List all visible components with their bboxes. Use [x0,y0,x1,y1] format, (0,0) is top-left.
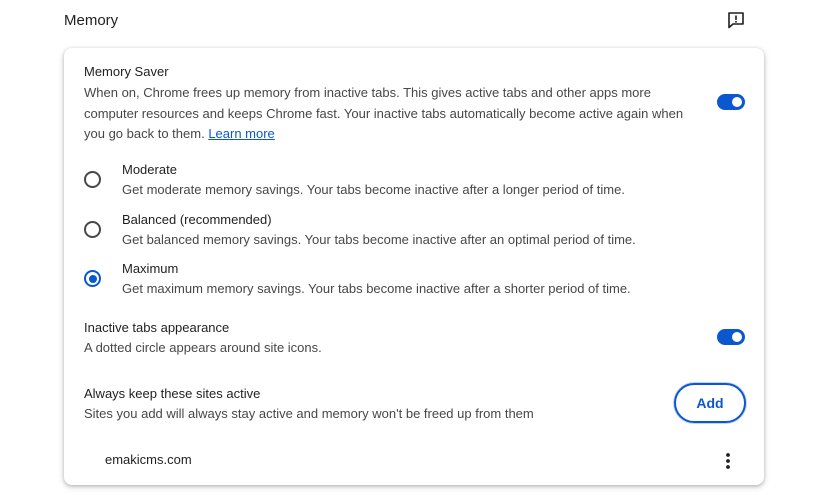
toggle-knob [732,332,742,342]
memory-saver-description-text: When on, Chrome frees up memory from inactive tabs. This gives active tabs and other apps more computer resources and keeps Chrome fast. Your inactive tabs automatically become active again when you go back to them. [84,85,684,141]
option-description: Get balanced memory savings. Your tabs become inactive after an optimal period of time. [122,232,636,247]
radio-option-moderate[interactable] [84,158,724,202]
memory-card [64,48,764,485]
radio-option-balanced[interactable] [84,208,724,252]
always-active-description: Sites you add will always stay active and memory won't be freed up from them [84,406,534,421]
memory-saver-description [84,83,699,145]
radio-button-balanced[interactable] [84,221,101,238]
option-description: Get moderate memory savings. Your tabs become inactive after a longer period of time. [122,182,625,197]
radio-button-moderate[interactable] [84,171,101,188]
site-list-item [64,448,764,476]
memory-saver-toggle[interactable] [717,94,745,110]
learn-more-link[interactable]: Learn more [208,126,275,141]
inactive-tabs-title: Inactive tabs appearance [84,320,230,335]
inactive-tabs-row [84,318,684,359]
option-label: Balanced (recommended) [122,212,272,227]
option-label: Maximum [122,261,179,276]
feedback-icon[interactable] [726,10,746,30]
site-name: emakicms.com [105,452,192,467]
section-title: Memory [64,12,119,29]
memory-saver-row [84,62,699,145]
inactive-tabs-description: A dotted circle appears around site icons. [84,340,322,355]
inactive-tabs-toggle[interactable] [717,329,745,345]
memory-saver-title: Memory Saver [84,64,169,79]
radio-option-maximum[interactable] [84,257,724,301]
add-site-button[interactable]: Add [674,383,746,423]
more-vert-icon[interactable] [720,451,736,471]
radio-button-maximum[interactable] [84,270,101,287]
always-active-row [84,384,644,425]
option-description: Get maximum memory savings. Your tabs become inactive after a shorter period of time. [122,281,631,296]
option-label: Moderate [122,162,177,177]
always-active-title: Always keep these sites active [84,386,261,401]
toggle-knob [732,97,742,107]
